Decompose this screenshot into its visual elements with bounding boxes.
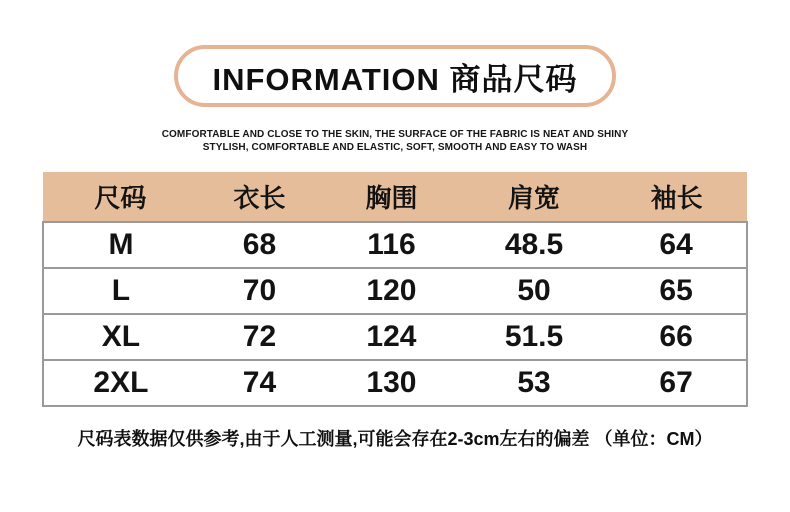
page-title: INFORMATION 商品尺码 xyxy=(212,61,578,97)
size-cell: 2XL xyxy=(43,360,198,406)
measurement-disclaimer: 尺码表数据仅供参考,由于人工测量,可能会存在2-3cm左右的偏差 （单位：CM） xyxy=(77,429,713,449)
size-cell: M xyxy=(43,222,198,268)
column-header-bust: 胸围 xyxy=(321,172,462,222)
measurement-cell: 67 xyxy=(606,360,747,406)
measurement-cell: 65 xyxy=(606,268,747,314)
measurement-cell: 70 xyxy=(198,268,321,314)
fabric-description xyxy=(0,128,790,154)
column-header-sleeve: 袖长 xyxy=(606,172,747,222)
column-header-length: 衣长 xyxy=(198,172,321,222)
table-row-2xl xyxy=(43,360,747,406)
fabric-description-line-1: COMFORTABLE AND CLOSE TO THE SKIN, THE SURFACE OF THE FABRIC IS NEAT AND SHINY xyxy=(161,129,629,140)
measurement-cell: 74 xyxy=(198,360,321,406)
measurement-cell: 64 xyxy=(606,222,747,268)
measurement-cell: 120 xyxy=(321,268,462,314)
fabric-description-line-2: STYLISH, COMFORTABLE AND ELASTIC, SOFT, SMOOTH AND EASY TO WASH xyxy=(202,142,588,153)
table-row-xl xyxy=(43,314,747,360)
size-cell: L xyxy=(43,268,198,314)
info-banner-pill xyxy=(174,45,616,107)
measurement-cell: 72 xyxy=(198,314,321,360)
size-chart-table xyxy=(42,172,748,407)
size-info-page xyxy=(0,45,790,512)
measurement-cell: 66 xyxy=(606,314,747,360)
measurement-cell: 51.5 xyxy=(462,314,606,360)
table-row-m xyxy=(43,222,747,268)
column-header-size: 尺码 xyxy=(43,172,198,222)
table-row-l xyxy=(43,268,747,314)
measurement-cell: 130 xyxy=(321,360,462,406)
measurement-cell: 124 xyxy=(321,314,462,360)
size-cell: XL xyxy=(43,314,198,360)
measurement-cell: 68 xyxy=(198,222,321,268)
measurement-cell: 48.5 xyxy=(462,222,606,268)
measurement-cell: 53 xyxy=(462,360,606,406)
measurement-cell: 50 xyxy=(462,268,606,314)
table-header-row xyxy=(43,172,747,222)
column-header-shoulder: 肩宽 xyxy=(462,172,606,222)
measurement-cell: 116 xyxy=(321,222,462,268)
